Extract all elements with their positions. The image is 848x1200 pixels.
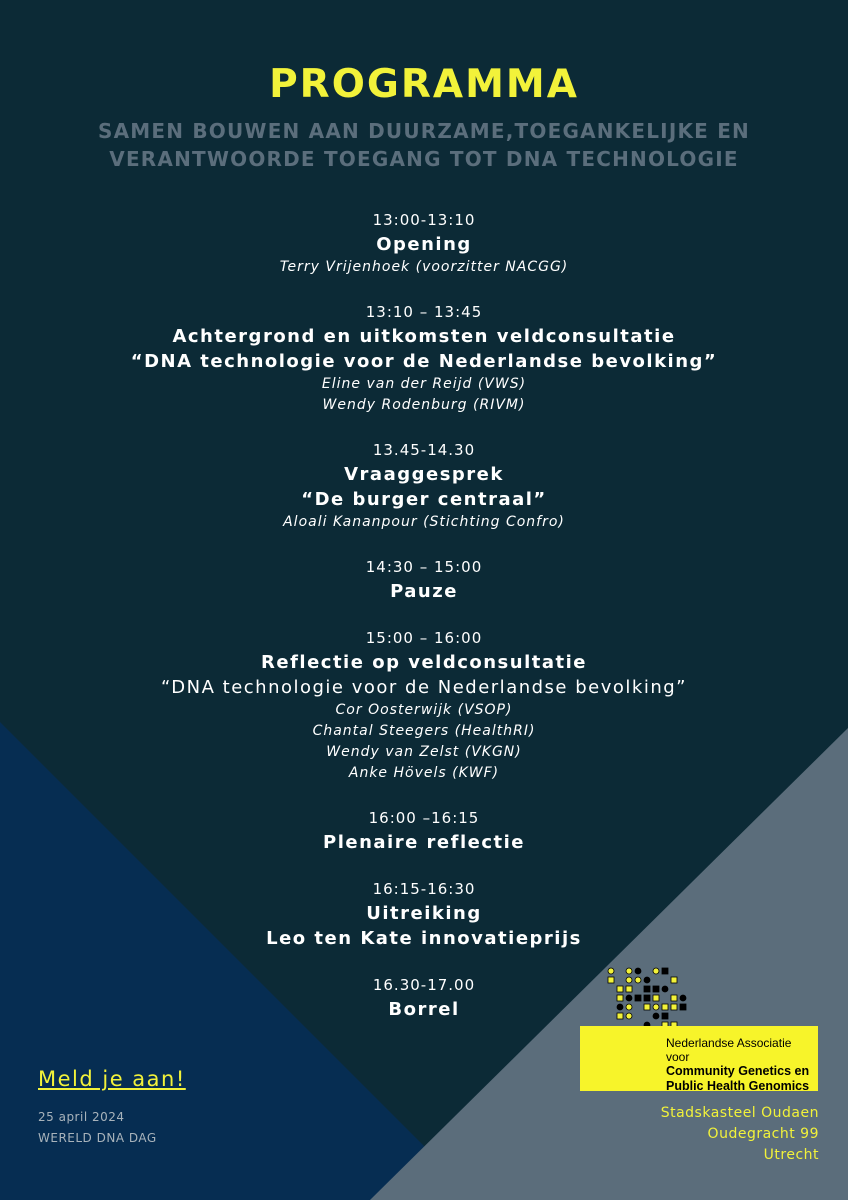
dna-dot bbox=[644, 977, 650, 983]
dna-dot bbox=[680, 1004, 686, 1010]
page-title: PROGRAMMA bbox=[269, 62, 579, 107]
dna-dot bbox=[653, 1013, 659, 1019]
dna-dot bbox=[680, 995, 686, 1001]
dna-dot bbox=[626, 968, 632, 974]
logo-line-2: Community Genetics en bbox=[666, 1064, 810, 1078]
venue-address bbox=[661, 1103, 819, 1166]
program-item-achtergrond bbox=[0, 300, 848, 416]
program-title: Uitreiking bbox=[366, 903, 482, 924]
dna-dot bbox=[671, 995, 677, 1001]
logo-line-3: Public Health Genomics bbox=[666, 1079, 810, 1093]
venue-city: Utrecht bbox=[763, 1147, 819, 1163]
dna-dot bbox=[617, 995, 623, 1001]
dna-dot bbox=[653, 986, 659, 992]
dna-dot bbox=[617, 1013, 623, 1019]
program-title: Vraaggesprek bbox=[344, 464, 504, 485]
venue-street: Oudegracht 99 bbox=[707, 1126, 819, 1142]
program-time: 16.30-17.00 bbox=[372, 976, 476, 994]
dna-dot bbox=[617, 1004, 623, 1010]
dna-dot bbox=[635, 968, 641, 974]
subtitle-line-1: SAMEN BOUWEN AAN DUURZAME,TOEGANKELIJKE EN bbox=[98, 119, 750, 143]
program-speaker: Wendy van Zelst (VKGN) bbox=[326, 744, 522, 760]
program-title: Pauze bbox=[390, 581, 458, 602]
dna-dot bbox=[635, 977, 641, 983]
logo-line-1: Nederlandse Associatie voor bbox=[666, 1036, 792, 1064]
dna-dot bbox=[671, 1004, 677, 1010]
event-name: WERELD DNA DAG bbox=[38, 1131, 157, 1145]
program-speaker: Eline van der Reijd (VWS) bbox=[321, 376, 527, 392]
subtitle-line-2: VERANTWOORDE TOEGANG TOT DNA TECHNOLOGIE bbox=[109, 147, 739, 171]
page-subtitle bbox=[0, 117, 848, 173]
program-title: Opening bbox=[376, 234, 472, 255]
program-quote: “DNA technologie voor de Nederlandse bevolking” bbox=[130, 351, 718, 372]
program-item-uitreiking bbox=[0, 877, 848, 951]
program-time: 13.45-14.30 bbox=[372, 441, 476, 459]
program-time: 14:30 – 15:00 bbox=[365, 558, 483, 576]
dna-dot bbox=[644, 995, 650, 1001]
program-item-pauze bbox=[0, 555, 848, 604]
program-time: 16:00 –16:15 bbox=[368, 809, 480, 827]
program-title: Achtergrond en uitkomsten veldconsultatie bbox=[172, 326, 676, 347]
dna-dot bbox=[662, 1013, 668, 1019]
dna-dot bbox=[608, 968, 614, 974]
dna-dot bbox=[626, 995, 632, 1001]
program-speaker: Cor Oosterwijk (VSOP) bbox=[335, 702, 513, 718]
dna-dot bbox=[662, 1004, 668, 1010]
program-title: Plenaire reflectie bbox=[323, 832, 525, 853]
program-time: 13:10 – 13:45 bbox=[365, 303, 483, 321]
program-title: Reflectie op veldconsultatie bbox=[261, 652, 587, 673]
program-title-2: Leo ten Kate innovatieprijs bbox=[266, 928, 582, 949]
nacgg-logo bbox=[580, 1026, 818, 1091]
program-speaker: Anke Hövels (KWF) bbox=[348, 765, 500, 781]
dna-dot bbox=[626, 1013, 632, 1019]
dna-dot bbox=[653, 968, 659, 974]
program-time: 13:00-13:10 bbox=[372, 211, 476, 229]
dna-dot bbox=[617, 986, 623, 992]
dna-dot bbox=[644, 1004, 650, 1010]
program-quote: “De burger centraal” bbox=[301, 489, 547, 510]
dna-dot bbox=[653, 1004, 659, 1010]
program-time: 16:15-16:30 bbox=[372, 880, 476, 898]
program-quote: “DNA technologie voor de Nederlandse bevolking” bbox=[161, 677, 687, 698]
program-item-plenaire bbox=[0, 806, 848, 855]
logo-text bbox=[666, 1036, 818, 1094]
register-link[interactable]: Meld je aan! bbox=[38, 1067, 186, 1091]
program-title: Borrel bbox=[388, 999, 460, 1020]
program-item-opening bbox=[0, 208, 848, 278]
dna-dot bbox=[626, 986, 632, 992]
program-speaker: Wendy Rodenburg (RIVM) bbox=[322, 397, 526, 413]
dna-dot bbox=[626, 977, 632, 983]
program-list bbox=[0, 208, 848, 1044]
event-date: 25 april 2024 bbox=[38, 1110, 125, 1124]
dna-dot bbox=[644, 986, 650, 992]
dna-dot bbox=[662, 968, 668, 974]
program-item-borrel bbox=[0, 973, 848, 1022]
dna-dot bbox=[608, 977, 614, 983]
program-item-vraaggesprek bbox=[0, 438, 848, 533]
dna-dot bbox=[671, 977, 677, 983]
dna-dot bbox=[626, 1004, 632, 1010]
dna-dot bbox=[635, 995, 641, 1001]
program-speaker: Aloali Kananpour (Stichting Confro) bbox=[283, 514, 565, 530]
dna-dot bbox=[653, 995, 659, 1001]
program-speaker: Terry Vrijenhoek (voorzitter NACGG) bbox=[279, 259, 569, 275]
program-item-reflectie bbox=[0, 626, 848, 784]
dna-dot bbox=[662, 986, 668, 992]
venue-name: Stadskasteel Oudaen bbox=[660, 1105, 819, 1121]
program-time: 15:00 – 16:00 bbox=[365, 629, 483, 647]
program-speaker: Chantal Steegers (HealthRI) bbox=[312, 723, 536, 739]
